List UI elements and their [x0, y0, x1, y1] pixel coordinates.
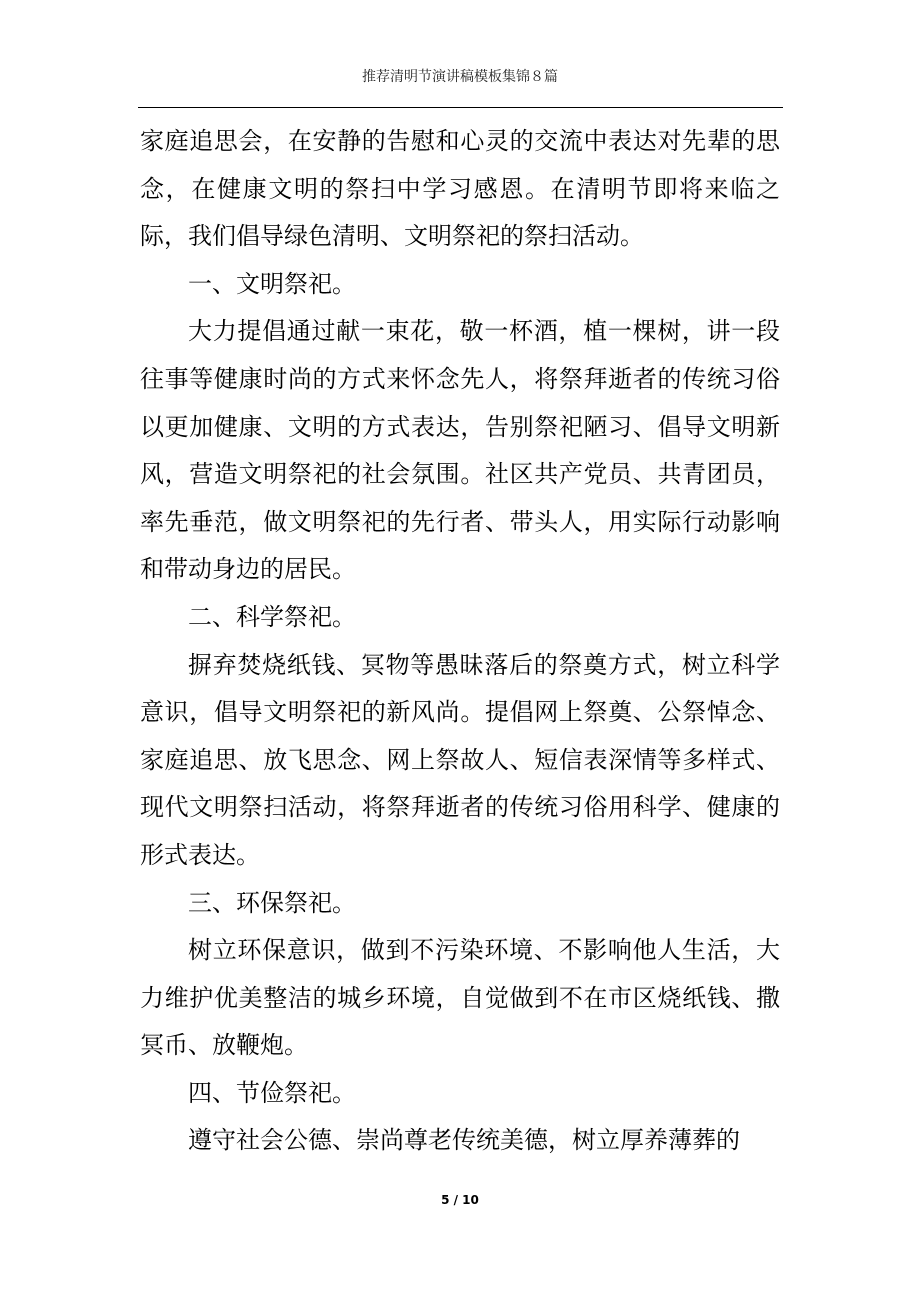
paragraph-continuation: 家庭追思会，在安静的告慰和心灵的交流中表达对先辈的思念，在健康文明的祭扫中学习感恩。在清明节即将来临之际，我们倡导绿色清明、文明祭祀的祭扫活动。 [140, 127, 780, 251]
paragraph-civilized: 大力提倡通过献一束花，敬一杯酒，植一棵树，讲一段往事等健康时尚的方式来怀念先人，将祭拜逝者的传统习俗以更加健康、文明的方式表达，告别祭祀陋习、倡导文明新风，营造文明祭祀的社会氛围。社区共产党员、共青团员，率先垂范，做文明祭祀的先行者、带头人，用实际行动影响和带动身边的居民。 [140, 317, 780, 584]
page-header-title: 推荐清明节演讲稿模板集锦８篇 [362, 69, 558, 85]
document-body [140, 118, 780, 1165]
section-heading-environmental: 三、环保祭祀。 [188, 888, 356, 917]
paragraph-frugal: 遵守社会公德、崇尚尊老传统美德，树立厚养薄葬的 [188, 1126, 740, 1155]
page-number: 5 / 10 [441, 1193, 479, 1207]
paragraph-scientific: 摒弃焚烧纸钱、冥物等愚昧落后的祭奠方式，树立科学意识，倡导文明祭祀的新风尚。提倡网上祭奠、公祭悼念、家庭追思、放飞思念、网上祭故人、短信表深情等多样式、现代文明祭扫活动，将祭拜逝者的传统习俗用科学、健康的形式表达。 [140, 650, 780, 869]
section-heading-frugal: 四、节俭祭祀。 [188, 1078, 356, 1107]
paragraph-environmental: 树立环保意识，做到不污染环境、不影响他人生活，大力维护优美整洁的城乡环境，自觉做到不在市区烧纸钱、撒冥币、放鞭炮。 [140, 936, 780, 1060]
section-heading-civilized: 一、文明祭祀。 [188, 269, 356, 298]
header-divider [138, 107, 783, 108]
section-heading-scientific: 二、科学祭祀。 [188, 602, 356, 631]
